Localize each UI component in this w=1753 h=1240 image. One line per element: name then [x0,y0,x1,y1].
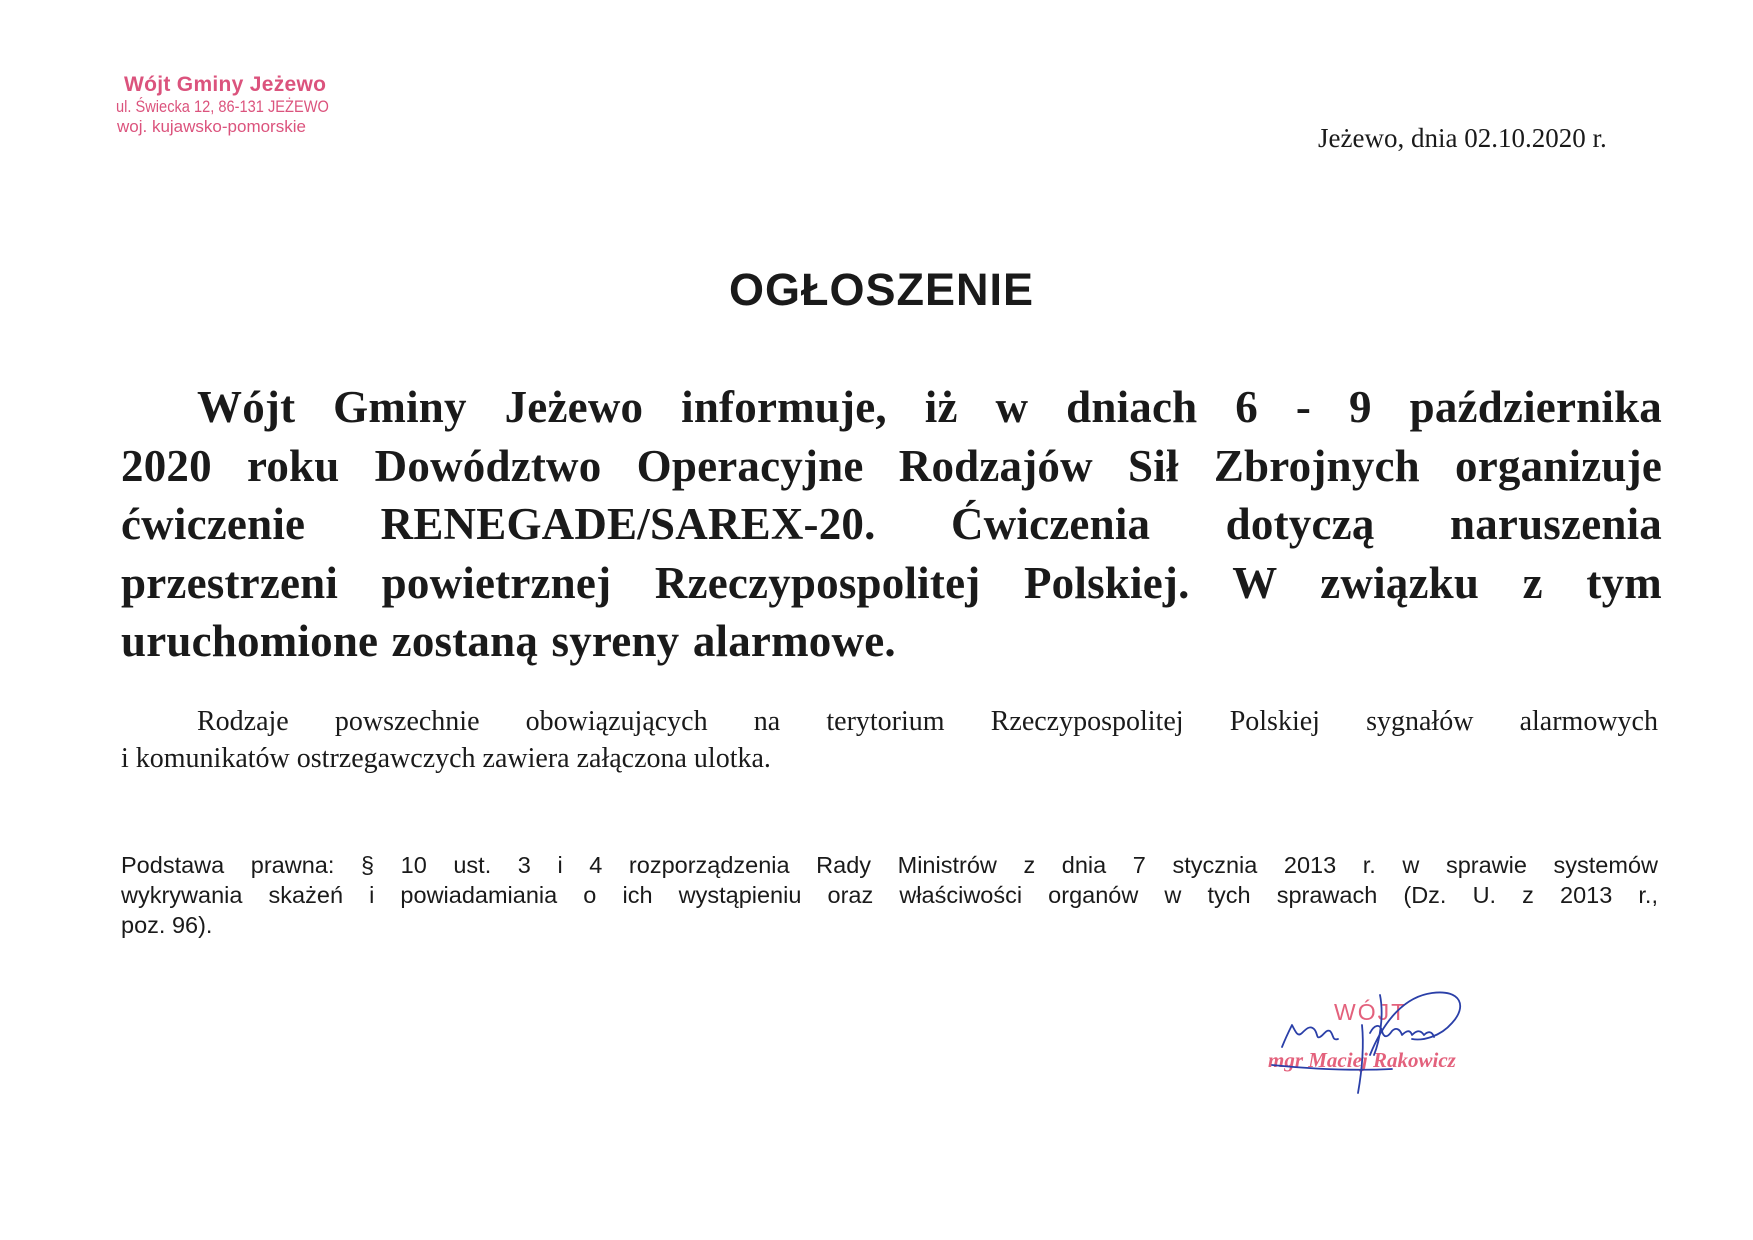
signature-stamp-title: WÓJT [1334,999,1408,1025]
document-date: Jeżewo, dnia 02.10.2020 r. [1318,123,1607,153]
office-stamp-title: Wójt Gminy Jeżewo [124,73,327,96]
paragraph-line: wykrywania skażeń i powiadamiania o ich wystąpieniu oraz właściwości organów w tych sprawach (Dz. U. z 2013 r., [121,882,1658,908]
signature-stamp-name: mgr Maciej Rakowicz [1268,1048,1456,1072]
paragraph-line: i komunikatów ostrzegawczych zawiera załączona ulotka. [121,743,771,774]
signature-block [1262,985,1502,1105]
paragraph-line: Wójt Gminy Jeżewo informuje, iż w dniach 6 - 9 października [197,382,1662,432]
paragraph-line: przestrzeni powietrznej Rzeczypospolitej Polskiej. W związku z tym [121,557,1662,608]
paragraph-line: Podstawa prawna: § 10 ust. 3 i 4 rozporządzenia Rady Ministrów z dnia 7 stycznia 2013 r. w sprawie systemów [121,852,1658,878]
legal-basis-paragraph [121,850,1658,940]
paragraph-line: ćwiczenie RENEGADE/SAREX-20. Ćwiczenia dotyczą naruszenia [121,499,1662,549]
paragraph-line: Rodzaje powszechnie obowiązujących na terytorium Rzeczypospolitej Polskiej sygnałów alarmowych [197,706,1658,737]
info-paragraph [121,703,1658,777]
main-announcement-paragraph [121,378,1662,671]
office-stamp-address: ul. Świecka 12, 86-131 JEŻEWO [116,97,329,117]
paragraph-line: uruchomione zostaną syreny alarmowe. [121,616,896,666]
office-stamp [116,73,346,136]
document-title: OGŁOSZENIE [728,264,1035,315]
paragraph-line: poz. 96). [121,912,213,938]
paragraph-line: 2020 roku Dowództwo Operacyjne Rodzajów Sił Zbrojnych organizuje [121,440,1662,491]
office-stamp-region: woj. kujawsko-pomorskie [117,116,306,136]
handwritten-signature-icon [1262,985,1502,1105]
